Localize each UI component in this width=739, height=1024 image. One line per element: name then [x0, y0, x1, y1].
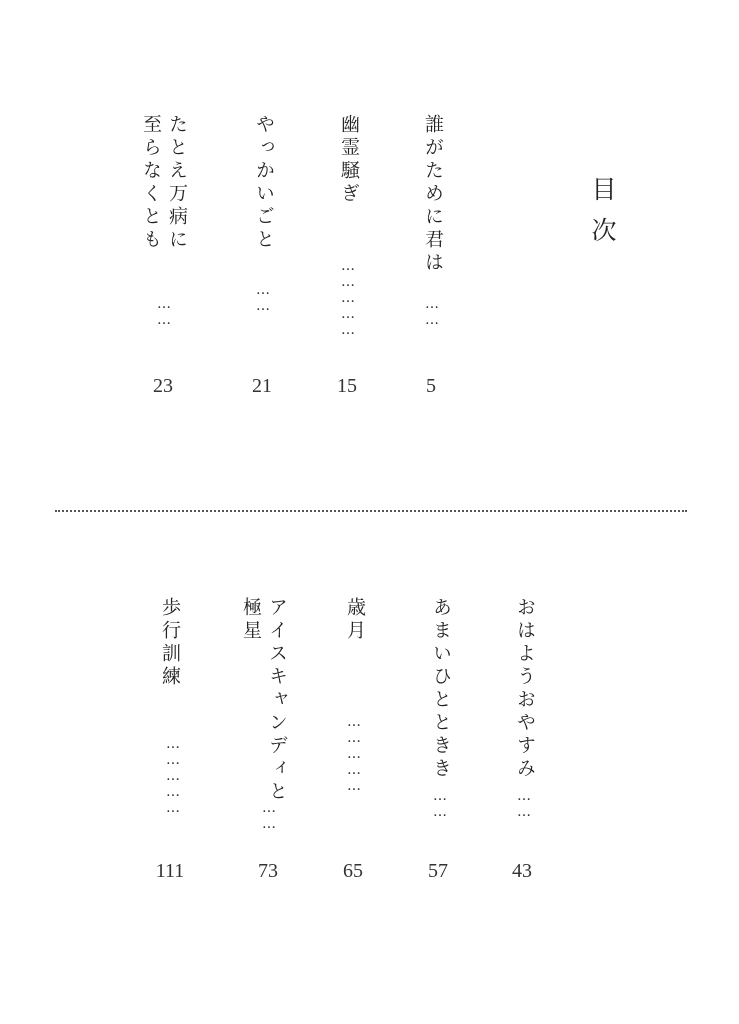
page-number: 21	[252, 375, 272, 397]
leader-dots: ……	[424, 296, 440, 328]
leader-dots: ……………	[340, 258, 356, 338]
entry-title: おはようおやすみ	[514, 597, 536, 781]
leader-dots: ……	[255, 282, 271, 314]
page-number: 43	[512, 860, 532, 882]
entry-title: 歩行訓練	[159, 597, 181, 689]
page-number: 65	[343, 860, 363, 882]
entry-title-line-1: アイスキャンディと	[266, 597, 288, 804]
entry-title: 誰がために君は	[422, 114, 444, 275]
entry-title-line-2: 至らなくとも	[140, 114, 162, 252]
leader-dots: ……	[261, 800, 277, 832]
toc-heading: 目次	[588, 176, 617, 258]
page-number: 57	[428, 860, 448, 882]
page-number: 111	[155, 860, 185, 882]
page-number: 5	[426, 375, 436, 397]
section-divider	[55, 510, 687, 512]
entry-title: あまいひとときき	[430, 597, 452, 781]
entry-title: 幽霊騒ぎ	[338, 114, 360, 206]
leader-dots: ……………	[165, 736, 181, 816]
leader-dots: ……	[432, 788, 448, 820]
page-number: 15	[337, 375, 357, 397]
page-number: 73	[258, 860, 278, 882]
entry-title: 歳月	[344, 597, 366, 643]
entry-title: やっかいごと	[253, 114, 275, 252]
leader-dots: ……………	[346, 714, 362, 794]
leader-dots: ……	[516, 788, 532, 820]
page-number: 23	[153, 375, 173, 397]
entry-title-line-1: たとえ万病に	[166, 114, 188, 252]
entry-title-line-2: 極星	[240, 597, 262, 643]
leader-dots: ……	[156, 296, 172, 328]
